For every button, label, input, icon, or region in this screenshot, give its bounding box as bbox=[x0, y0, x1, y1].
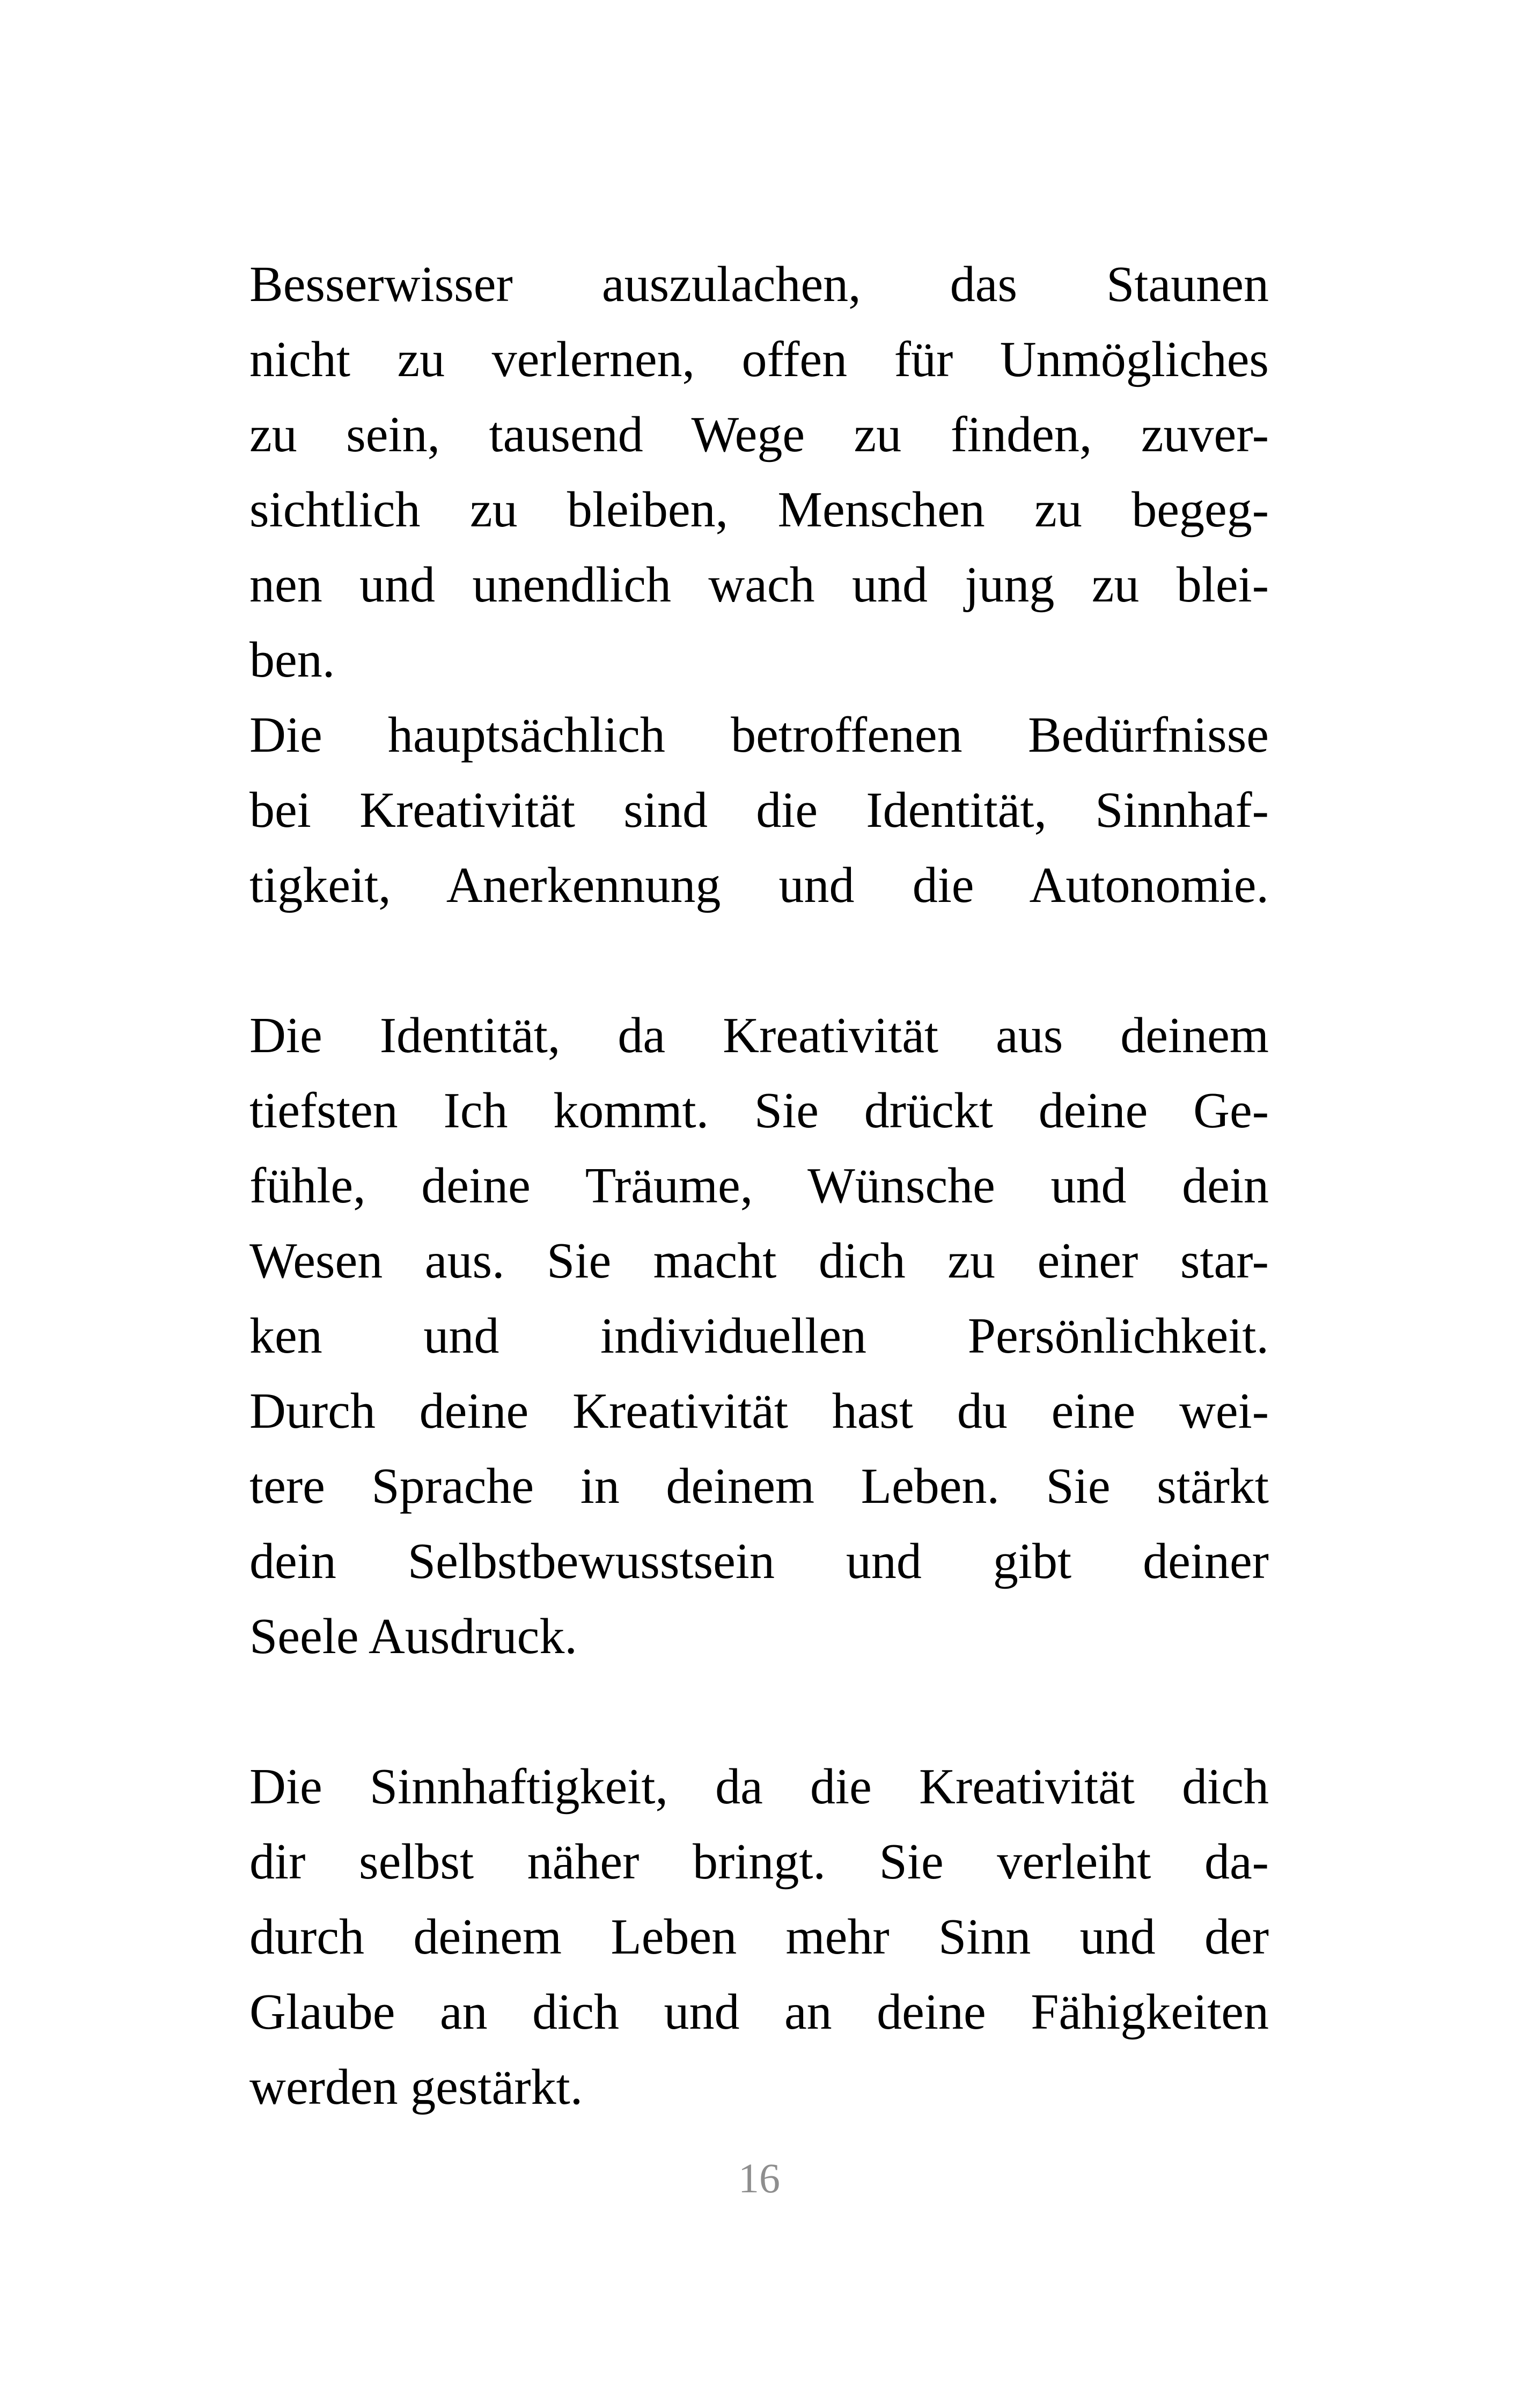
text-line: Durch deine Kreativität hast du eine wei- bbox=[249, 1383, 1269, 1439]
paragraph bbox=[249, 1749, 1269, 2125]
text-line: Besserwisser auszulachen, das Staunen bbox=[249, 256, 1269, 312]
text-line: Die Sinnhaftigkeit, da die Kreativität dich bbox=[249, 1759, 1269, 1815]
paragraph bbox=[249, 698, 1269, 923]
text-line: sichtlich zu bleiben, Menschen zu begeg- bbox=[249, 482, 1269, 538]
paragraph bbox=[249, 247, 1269, 698]
text-line: ben. bbox=[249, 632, 335, 688]
text-line: tere Sprache in deinem Leben. Sie stärkt bbox=[249, 1458, 1269, 1514]
text-line: Wesen aus. Sie macht dich zu einer star- bbox=[249, 1233, 1269, 1289]
text-line: zu sein, tausend Wege zu finden, zuver- bbox=[249, 407, 1269, 462]
text-line: dir selbst näher bringt. Sie verleiht da- bbox=[249, 1834, 1269, 1890]
text-line: durch deinem Leben mehr Sinn und der bbox=[249, 1909, 1269, 1965]
text-line: nicht zu verlernen, offen für Unmögliches bbox=[249, 332, 1269, 387]
text-line: Seele Ausdruck. bbox=[249, 1609, 577, 1664]
text-line: tiefsten Ich kommt. Sie drückt deine Ge- bbox=[249, 1083, 1269, 1139]
text-line: Glaube an dich und an deine Fähigkeiten bbox=[249, 1984, 1269, 2040]
text-line: tigkeit, Anerkennung und die Autonomie. bbox=[249, 857, 1269, 913]
text-line: nen und unendlich wach und jung zu blei- bbox=[249, 557, 1269, 613]
page-number: 16 bbox=[738, 2155, 780, 2201]
text-line: werden gestärkt. bbox=[249, 2059, 583, 2115]
text-line: dein Selbstbewusstsein und gibt deiner bbox=[249, 1533, 1269, 1589]
paragraph bbox=[249, 998, 1269, 1674]
text-line: Die hauptsächlich betroffenen Bedürfnisse bbox=[249, 707, 1269, 763]
text-line: Die Identität, da Kreativität aus deinem bbox=[249, 1008, 1269, 1063]
text-line: fühle, deine Träume, Wünsche und dein bbox=[249, 1158, 1269, 1214]
text-line: bei Kreativität sind die Identität, Sinnhaf- bbox=[249, 782, 1269, 838]
text-line: ken und individuellen Persönlichkeit. bbox=[249, 1308, 1269, 1364]
